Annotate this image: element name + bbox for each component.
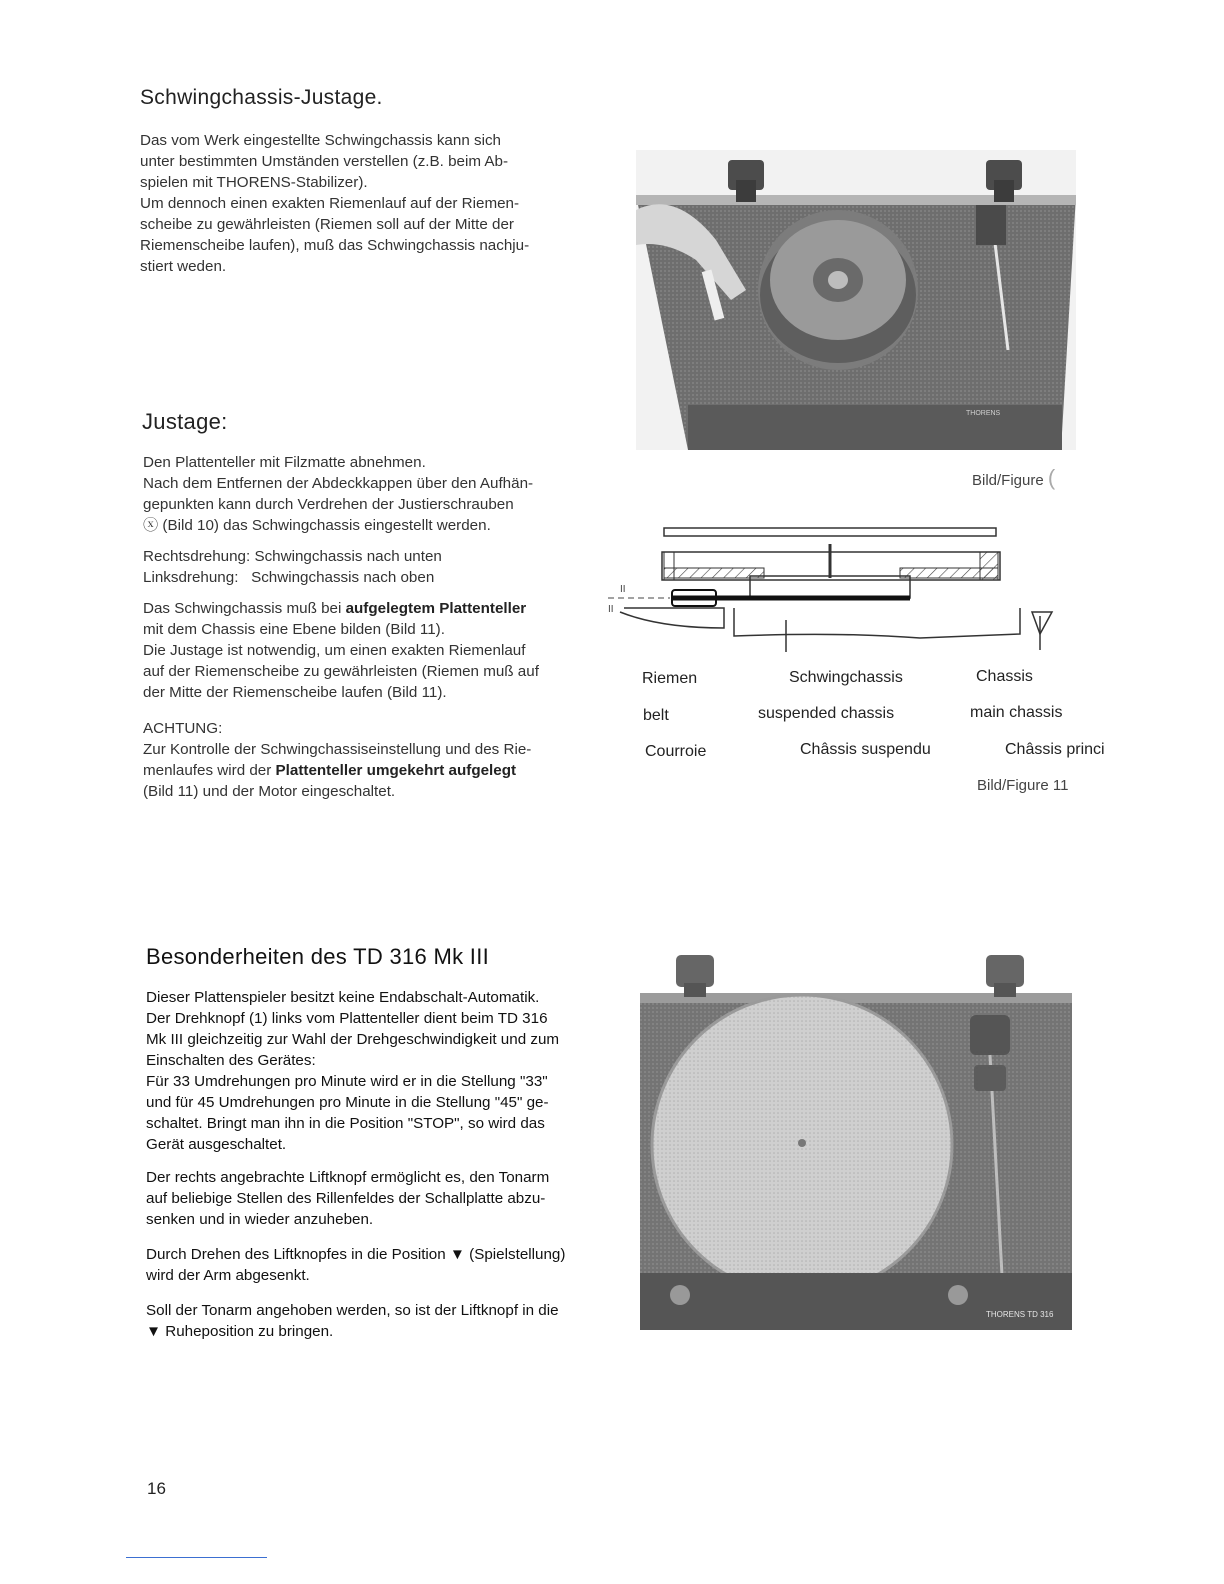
section-title-besonderheiten: Besonderheiten des TD 316 Mk III [146, 944, 490, 969]
intro-paragraph [140, 130, 590, 277]
text-line: Die Justage ist notwendig, um einen exakten Riemenlauf [143, 642, 526, 659]
td316-photo [640, 955, 1072, 1330]
text-line: wird der Arm abgesenkt. [146, 1267, 310, 1284]
text-line: scheibe zu gewährleisten (Riemen soll auf der Mitte der [140, 216, 514, 233]
td316-paragraph-3 [146, 1244, 596, 1286]
text-line: Der rechts angebrachte Liftknopf ermöglicht es, den Tonarm [146, 1169, 550, 1186]
justage-rotation-list [143, 546, 593, 588]
text-line: mit dem Chassis eine Ebene bilden (Bild 11). [143, 621, 445, 638]
figure-10-caption-text: Bild/Figure [972, 472, 1044, 489]
text-line: Durch Drehen des Liftknopfes in die Position ▼ (Spielstellung) [146, 1246, 566, 1263]
platter-outline [664, 528, 996, 536]
td316-paragraph-2 [146, 1167, 596, 1230]
bold-text: Plattenteller umgekehrt aufgelegt [275, 762, 517, 779]
svg-text:II: II [620, 584, 626, 595]
main-chassis-right [1032, 612, 1052, 634]
td316-paragraph-4 [146, 1300, 596, 1342]
td316-paragraph-1 [146, 987, 596, 1155]
platter-rim-left [664, 568, 764, 578]
warning-title: ACHTUNG: [143, 720, 223, 737]
text-line: der Mitte der Riemenscheibe laufen (Bild 11). [143, 684, 447, 701]
main-chassis-left [620, 608, 724, 628]
page-number: 16 [147, 1479, 166, 1498]
label-suspended-chassis: suspended chassis [758, 705, 895, 722]
text-line: schaltet. Bringt man ihn in die Position "STOP", so wird das [146, 1115, 545, 1132]
text-line: (Bild 11) und der Motor eingeschaltet. [143, 783, 396, 800]
cut-number-mark: ( [1047, 465, 1056, 490]
text-line: Um dennoch einen exakten Riemenlauf auf der Riemen- [140, 195, 520, 212]
footer-rule [126, 1557, 267, 1558]
text-line: Für 33 Umdrehungen pro Minute wird er in die Stellung "33" [146, 1073, 548, 1090]
text-line: stiert weden. [140, 258, 227, 275]
section-title-schwingchassis-justage: Schwingchassis-Justage. [140, 86, 383, 109]
section-title-justage: Justage: [142, 409, 228, 434]
text-line: gepunkten kann durch Verdrehen der Justierschrauben [143, 496, 514, 513]
text-line: Nach dem Entfernen der Abdeckkappen über den Aufhän- [143, 475, 534, 492]
label-courroie: Courroie [645, 743, 707, 760]
text-line: ⓧ (Bild 10) das Schwingchassis eingestellt werden. [143, 517, 491, 534]
label-belt: belt [643, 707, 669, 724]
label-chassis: Chassis [976, 668, 1033, 685]
text-line: auf der Riemenscheibe zu gewährleisten (Riemen muß auf [143, 663, 539, 680]
suspended-chassis [734, 608, 1020, 638]
label-riemen: Riemen [642, 670, 698, 687]
text-line: ▼ Ruheposition zu bringen. [146, 1323, 334, 1340]
text-line: unter bestimmten Umständen verstellen (z.B. beim Ab- [140, 153, 509, 170]
photo-brand-label: THORENS TD 316 [986, 1310, 1054, 1319]
label-schwingchassis: Schwingchassis [789, 669, 903, 686]
text-line: Mk III gleichzeitig zur Wahl der Drehgeschwindigkeit und zum [146, 1031, 560, 1048]
text-line: Den Plattenteller mit Filzmatte abnehmen. [143, 454, 426, 471]
text-line: Einschalten des Gerätes: [146, 1052, 316, 1069]
figure-10-caption [972, 465, 1055, 491]
label-chassis-suspendu: Châssis suspendu [800, 741, 931, 758]
text-line: Der Drehknopf (1) links vom Plattenteller dient beim TD 316 [146, 1010, 548, 1027]
text-run: menlaufes wird der [143, 762, 276, 779]
figure-11-diagram [600, 520, 1060, 660]
svg-text:II: II [608, 604, 614, 615]
text-line: spielen mit THORENS-Stabilizer). [140, 174, 368, 191]
text-line: und für 45 Umdrehungen pro Minute in die Stellung "45" ge- [146, 1094, 549, 1111]
text-line: Dieser Plattenspieler besitzt keine Endabschalt-Automatik. [146, 989, 540, 1006]
text-run: Das Schwingchassis muß bei [143, 600, 346, 617]
justage-paragraph-1 [143, 452, 593, 536]
figure-11-caption: Bild/Figure 11 [977, 777, 1069, 794]
text-line: Gerät ausgeschaltet. [146, 1136, 287, 1153]
label-chassis-principal: Châssis princi [1005, 741, 1105, 758]
label-main-chassis: main chassis [970, 704, 1063, 721]
platter-edge-right [980, 552, 998, 580]
text-line: auf beliebige Stellen des Rillenfeldes der Schallplatte abzu- [146, 1190, 546, 1207]
text-line: Rechtsdrehung: Schwingchassis nach unten [143, 548, 442, 565]
justage-paragraph-3 [143, 598, 598, 703]
photo-brand-label: THORENS [966, 410, 1001, 417]
text-line: senken und in wieder anzuheben. [146, 1211, 374, 1228]
text-line: Riemenscheibe laufen), muß das Schwingchassis nachju- [140, 237, 530, 254]
text-line: Linksdrehung: Schwingchassis nach oben [143, 569, 435, 586]
text-line: Zur Kontrolle der Schwingchassiseinstellung und des Rie- [143, 741, 532, 758]
figure-10-photo [636, 150, 1076, 450]
text-line: Das vom Werk eingestellte Schwingchassis kann sich [140, 132, 501, 149]
text-line: Soll der Tonarm angehoben werden, so ist der Liftknopf in die [146, 1302, 559, 1319]
warning-block [143, 718, 598, 802]
bold-text: aufgelegtem Plattenteller [345, 600, 527, 617]
